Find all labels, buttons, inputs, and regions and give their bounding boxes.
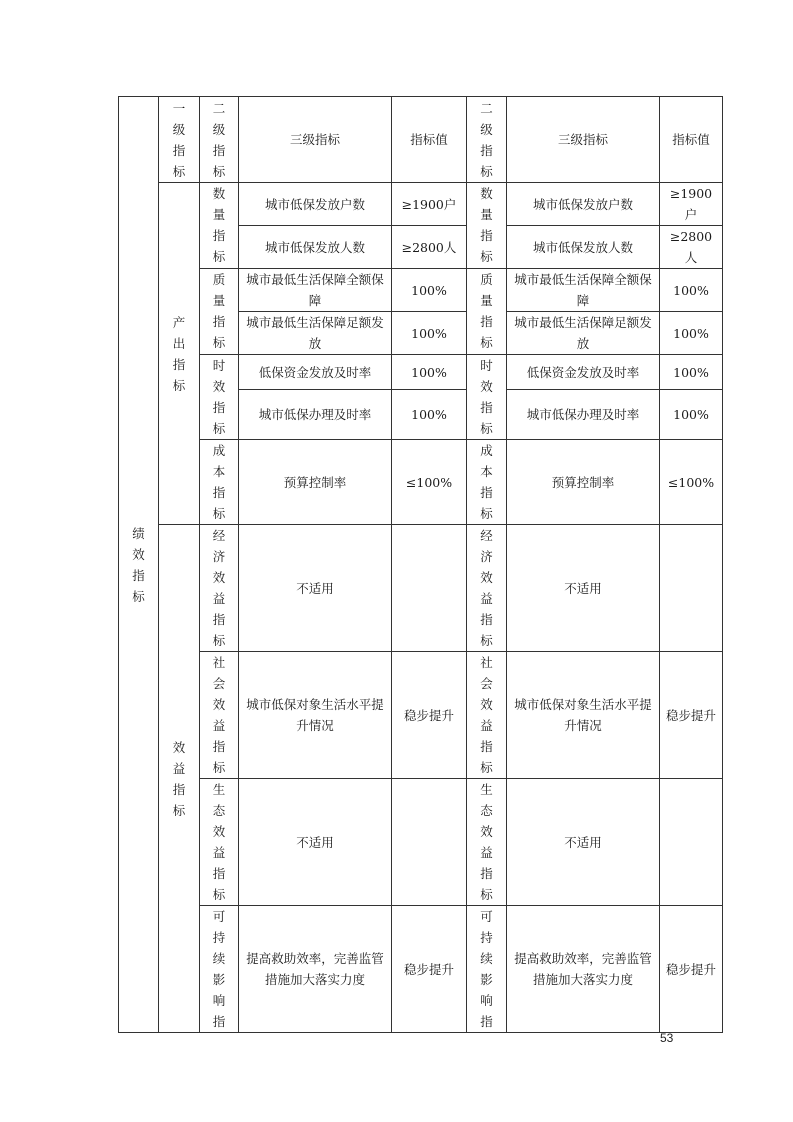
performance-indicator-table [118,96,723,1033]
social-label-cell-right: 社会效益指标 [467,652,507,779]
value-left [392,779,467,906]
indicator-right: 城市低保办理及时率 [507,390,660,440]
sustainable-label-cell: 可持续影响指 [200,906,239,1033]
indicator-left: 城市最低生活保障足额发放 [239,312,392,355]
value-right: 100% [660,269,723,312]
sustainable-label-cell-right: 可持续影响指 [467,906,507,1033]
indicator-left: 预算控制率 [239,440,392,525]
social-label-cell: 社会效益指标 [200,652,239,779]
value-left: ≥2800人 [392,226,467,269]
indicator-right: 预算控制率 [507,440,660,525]
value-right: 稳步提升 [660,906,723,1033]
value-right [660,779,723,906]
output-category-label: 产出指标 [172,314,186,393]
value-left: ≥1900户 [392,183,467,226]
output-category-cell [159,183,200,525]
quantity-label-cell: 数量指标 [200,183,239,269]
header-col4: 指标值 [392,97,467,183]
indicator-right: 不适用 [507,525,660,652]
indicator-left: 不适用 [239,779,392,906]
benefit-category-label: 效益指标 [172,739,186,818]
indicator-right: 城市低保发放户数 [507,183,660,226]
indicator-right: 不适用 [507,779,660,906]
indicator-right: 城市最低生活保障全额保障 [507,269,660,312]
quality-label-cell: 质量指标 [200,269,239,355]
value-right: 100% [660,355,723,390]
indicator-left: 提高救助效率，完善监管措施加大落实力度 [239,906,392,1033]
benefit-category-cell [159,525,200,1033]
level1-group-label: 绩效指标 [132,525,145,604]
economic-label-cell-right: 经济效益指标 [467,525,507,652]
value-left: 100% [392,312,467,355]
value-left: ≤100% [392,440,467,525]
indicator-left: 不适用 [239,525,392,652]
value-right [660,525,723,652]
table-row [119,269,723,312]
ecological-label-cell: 生态效益指标 [200,779,239,906]
value-left [392,525,467,652]
ecological-label-cell-right: 生态效益指标 [467,779,507,906]
economic-label-cell: 经济效益指标 [200,525,239,652]
value-right: 100% [660,390,723,440]
value-right: 稳步提升 [660,652,723,779]
indicator-right: 城市低保对象生活水平提升情况 [507,652,660,779]
value-right: ≥2800人 [660,226,723,269]
indicator-right: 城市低保发放人数 [507,226,660,269]
header-col5: 二级指标 [467,97,507,183]
page-number: 53 [660,1031,674,1045]
cost-label-cell-right: 成本指标 [467,440,507,525]
indicator-left: 城市低保发放户数 [239,183,392,226]
header-row [119,97,723,183]
value-right: ≥1900户 [660,183,723,226]
table-row [119,779,723,906]
value-right: ≤100% [660,440,723,525]
indicator-left: 城市低保发放人数 [239,226,392,269]
quality-label-cell-right: 质量指标 [467,269,507,355]
indicator-right: 低保资金发放及时率 [507,355,660,390]
value-left: 稳步提升 [392,652,467,779]
table-row [119,906,723,1033]
value-left: 100% [392,269,467,312]
indicator-left: 城市最低生活保障全额保障 [239,269,392,312]
indicator-right: 城市最低生活保障足额发放 [507,312,660,355]
timeliness-label-cell: 时效指标 [200,355,239,440]
value-left: 100% [392,355,467,390]
timeliness-label-cell-right: 时效指标 [467,355,507,440]
indicator-left: 城市低保办理及时率 [239,390,392,440]
level1-group-cell [119,97,159,1033]
header-col7: 指标值 [660,97,723,183]
value-right: 100% [660,312,723,355]
value-left: 稳步提升 [392,906,467,1033]
header-col1: 一级指标 [159,97,200,183]
header-col6: 三级指标 [507,97,660,183]
indicator-left: 城市低保对象生活水平提升情况 [239,652,392,779]
header-col3: 三级指标 [239,97,392,183]
table-row [119,525,723,652]
table-row [119,440,723,525]
value-left: 100% [392,390,467,440]
table-row [119,652,723,779]
quantity-label-cell-right: 数量指标 [467,183,507,269]
header-col2: 二级指标 [200,97,239,183]
indicator-right: 提高救助效率，完善监管措施加大落实力度 [507,906,660,1033]
table-row [119,355,723,390]
table-row [119,183,723,226]
indicator-left: 低保资金发放及时率 [239,355,392,390]
cost-label-cell: 成本指标 [200,440,239,525]
